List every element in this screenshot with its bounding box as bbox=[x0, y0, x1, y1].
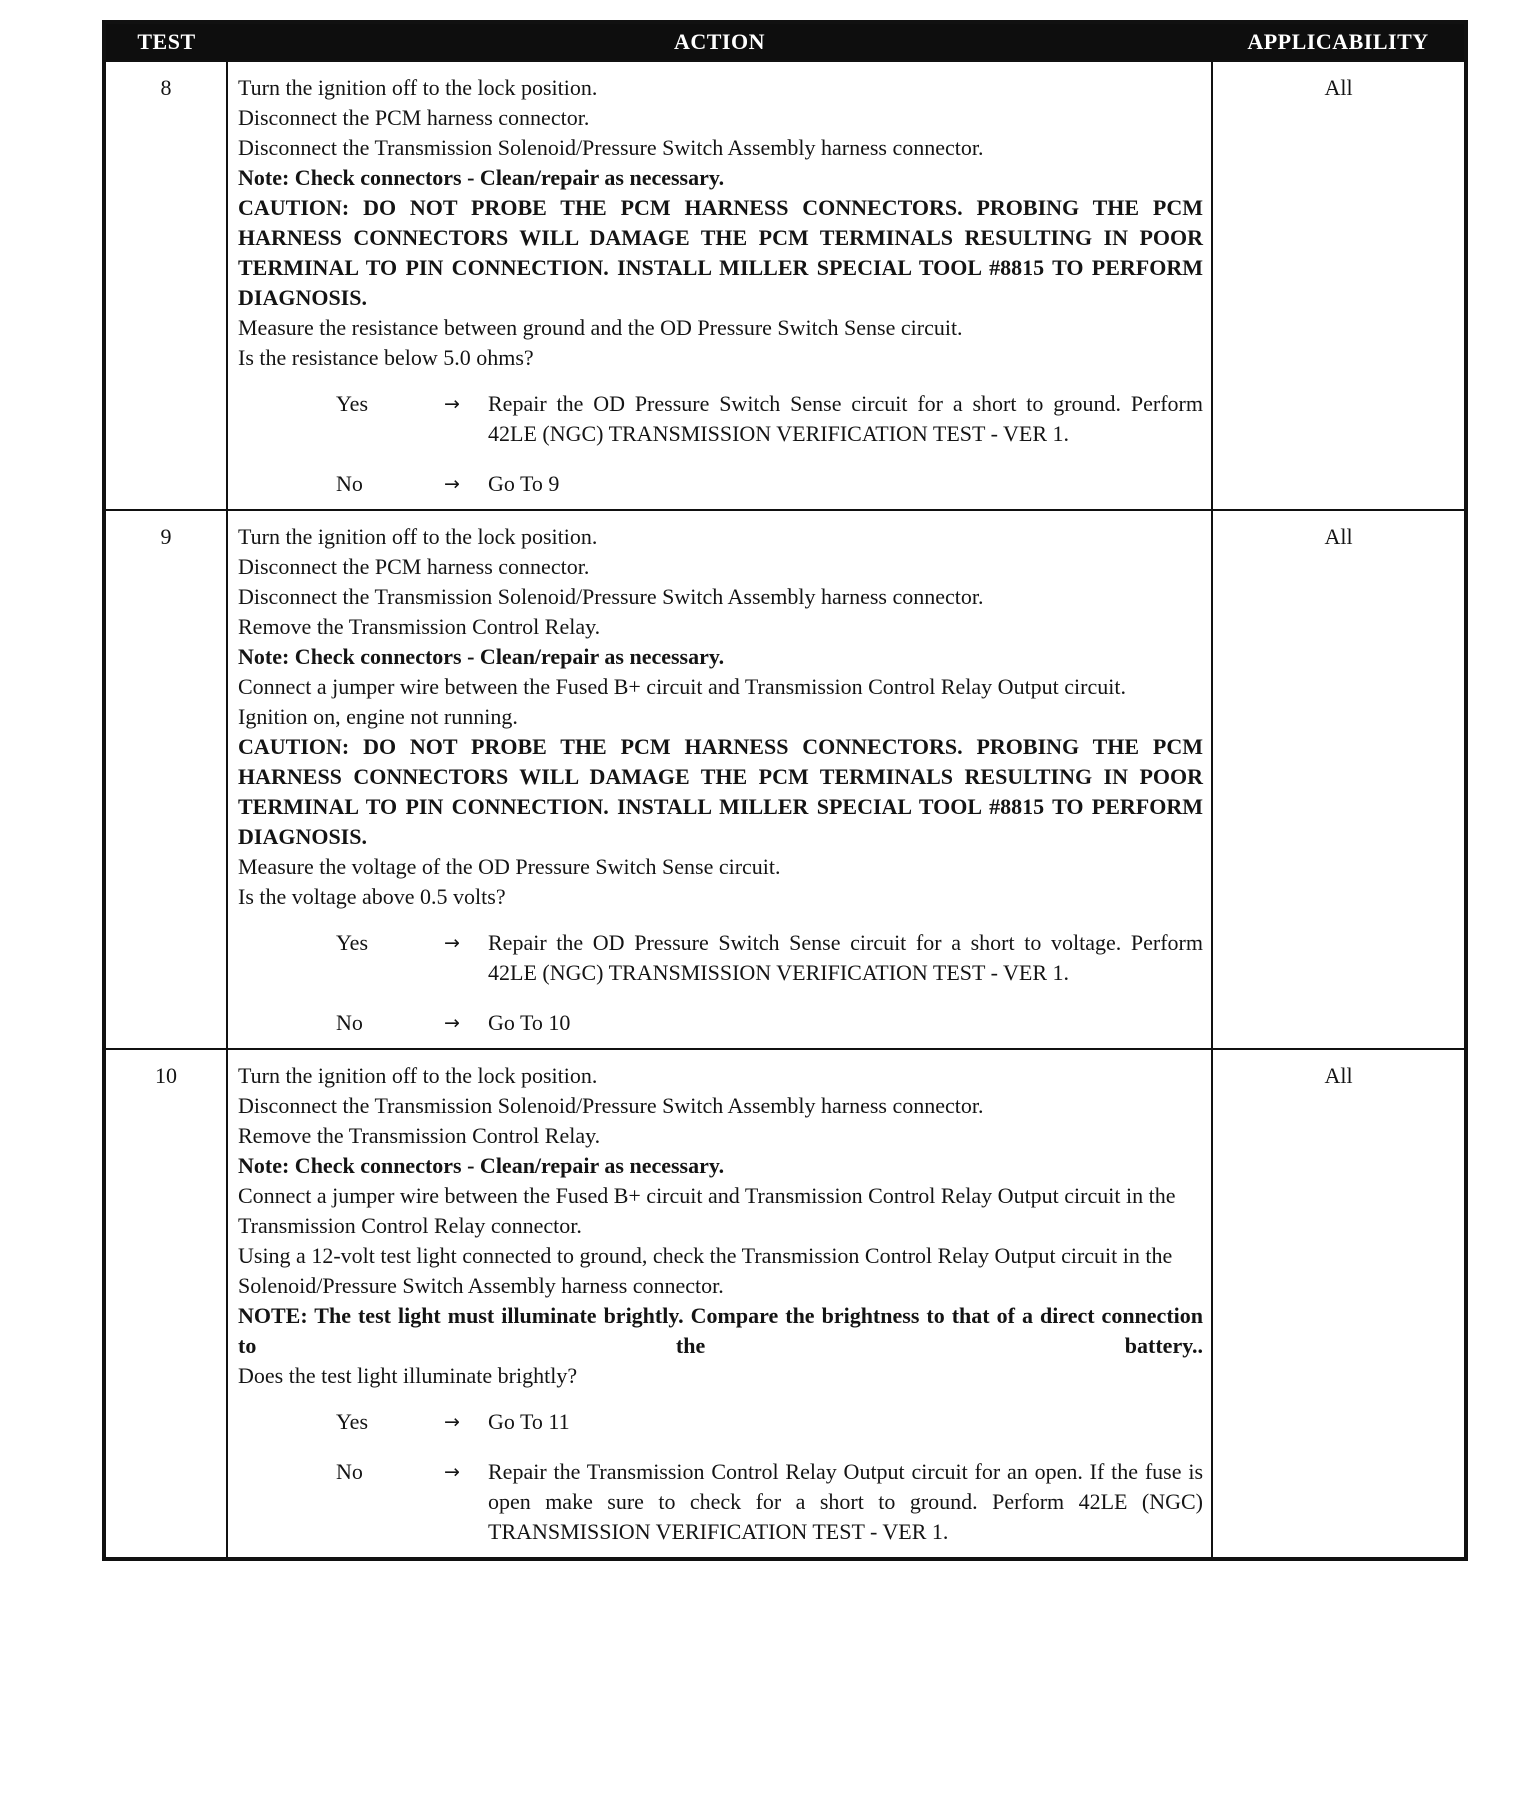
step-text: Disconnect the PCM harness connector. bbox=[238, 554, 590, 579]
yes-answer bbox=[336, 1407, 1203, 1437]
test-number: 8 bbox=[104, 61, 227, 510]
note-text: Note: Check connectors - Clean/repair as necessary. bbox=[238, 165, 725, 190]
question-text: Is the resistance below 5.0 ohms? bbox=[238, 345, 534, 370]
test-number: 10 bbox=[104, 1049, 227, 1559]
step-text: Disconnect the PCM harness connector. bbox=[238, 105, 590, 130]
no-label: No bbox=[336, 471, 363, 496]
step-text: Turn the ignition off to the lock position. bbox=[238, 75, 598, 100]
yes-answer bbox=[336, 928, 1203, 988]
arrow-icon: → bbox=[444, 1461, 460, 1483]
answer-block bbox=[238, 389, 1203, 499]
step-text: Connect a jumper wire between the Fused B+ circuit and Transmission Control Relay Output circuit in the Transmission Control Relay connector. bbox=[238, 1183, 1176, 1238]
applicability-value: All bbox=[1212, 510, 1466, 1049]
answer-block bbox=[238, 1407, 1203, 1547]
no-answer bbox=[336, 469, 1203, 499]
step-text: Ignition on, engine not running. bbox=[238, 704, 518, 729]
yes-answer bbox=[336, 389, 1203, 449]
step-text: Using a 12-volt test light connected to ground, check the Transmission Control Relay Output circuit in the Solenoid/Pressure Switch Assembly harness connector. bbox=[238, 1243, 1173, 1298]
no-result: Repair the Transmission Control Relay Output circuit for an open. If the fuse is open make sure to check for a short to ground. Perform 42LE (NGC) TRANSMISSION VERIFICATION TEST - VER 1. bbox=[488, 1459, 1203, 1544]
question-text: Is the voltage above 0.5 volts? bbox=[238, 884, 506, 909]
step-text: Connect a jumper wire between the Fused B+ circuit and Transmission Control Relay Output circuit. bbox=[238, 674, 1126, 699]
yes-result: Repair the OD Pressure Switch Sense circuit for a short to ground. Perform 42LE (NGC) TRANSMISSION VERIFICATION TEST - VER 1. bbox=[488, 391, 1203, 446]
table-row bbox=[104, 1049, 1466, 1559]
step-text: Disconnect the Transmission Solenoid/Pressure Switch Assembly harness connector. bbox=[238, 584, 984, 609]
header-test: TEST bbox=[104, 22, 227, 61]
yes-result: Repair the OD Pressure Switch Sense circuit for a short to voltage. Perform 42LE (NGC) TRANSMISSION VERIFICATION TEST - VER 1. bbox=[488, 930, 1203, 985]
yes-label: Yes bbox=[336, 1409, 369, 1434]
note-text: NOTE: The test light must illuminate brightly. Compare the brightness to that of a direct connection to the battery.. bbox=[238, 1303, 1203, 1358]
no-label: No bbox=[336, 1010, 363, 1035]
arrow-icon: → bbox=[444, 1012, 460, 1034]
caution-text: CAUTION: DO NOT PROBE THE PCM HARNESS CONNECTORS. PROBING THE PCM HARNESS CONNECTORS WILL DAMAGE THE PCM TERMINALS RESULTING IN POOR TERMINAL TO PIN CONNECTION. INSTALL MILLER SPECIAL TOOL #8815 TO PERFORM DIAGNOSIS. bbox=[238, 195, 1203, 310]
test-number: 9 bbox=[104, 510, 227, 1049]
note-text: Note: Check connectors - Clean/repair as necessary. bbox=[238, 1153, 725, 1178]
arrow-icon: → bbox=[444, 932, 460, 954]
yes-result: Go To 11 bbox=[488, 1409, 570, 1434]
table-row bbox=[104, 510, 1466, 1049]
yes-label: Yes bbox=[336, 391, 369, 416]
no-answer bbox=[336, 1457, 1203, 1547]
step-text: Remove the Transmission Control Relay. bbox=[238, 614, 601, 639]
yes-label: Yes bbox=[336, 930, 369, 955]
no-result: Go To 10 bbox=[488, 1010, 571, 1035]
step-text: Turn the ignition off to the lock position. bbox=[238, 1063, 598, 1088]
applicability-value: All bbox=[1212, 1049, 1466, 1559]
step-text: Measure the resistance between ground and the OD Pressure Switch Sense circuit. bbox=[238, 315, 963, 340]
header-applicability: APPLICABILITY bbox=[1212, 22, 1466, 61]
table-header-row bbox=[104, 22, 1466, 61]
step-text: Turn the ignition off to the lock position. bbox=[238, 524, 598, 549]
note-text: Note: Check connectors - Clean/repair as necessary. bbox=[238, 644, 725, 669]
step-text: Disconnect the Transmission Solenoid/Pressure Switch Assembly harness connector. bbox=[238, 135, 984, 160]
step-text: Remove the Transmission Control Relay. bbox=[238, 1123, 601, 1148]
action-cell bbox=[227, 61, 1212, 510]
arrow-icon: → bbox=[444, 1411, 460, 1433]
table-row bbox=[104, 61, 1466, 510]
answer-block bbox=[238, 928, 1203, 1038]
diagnostic-test-table bbox=[102, 20, 1468, 1561]
question-text: Does the test light illuminate brightly? bbox=[238, 1363, 578, 1388]
no-result: Go To 9 bbox=[488, 471, 560, 496]
arrow-icon: → bbox=[444, 473, 460, 495]
no-label: No bbox=[336, 1459, 363, 1484]
step-text: Measure the voltage of the OD Pressure Switch Sense circuit. bbox=[238, 854, 781, 879]
action-cell bbox=[227, 1049, 1212, 1559]
no-answer bbox=[336, 1008, 1203, 1038]
action-cell bbox=[227, 510, 1212, 1049]
caution-text: CAUTION: DO NOT PROBE THE PCM HARNESS CONNECTORS. PROBING THE PCM HARNESS CONNECTORS WILL DAMAGE THE PCM TERMINALS RESULTING IN POOR TERMINAL TO PIN CONNECTION. INSTALL MILLER SPECIAL TOOL #8815 TO PERFORM DIAGNOSIS. bbox=[238, 734, 1203, 849]
step-text: Disconnect the Transmission Solenoid/Pressure Switch Assembly harness connector. bbox=[238, 1093, 984, 1118]
applicability-value: All bbox=[1212, 61, 1466, 510]
header-action: ACTION bbox=[227, 22, 1212, 61]
arrow-icon: → bbox=[444, 393, 460, 415]
